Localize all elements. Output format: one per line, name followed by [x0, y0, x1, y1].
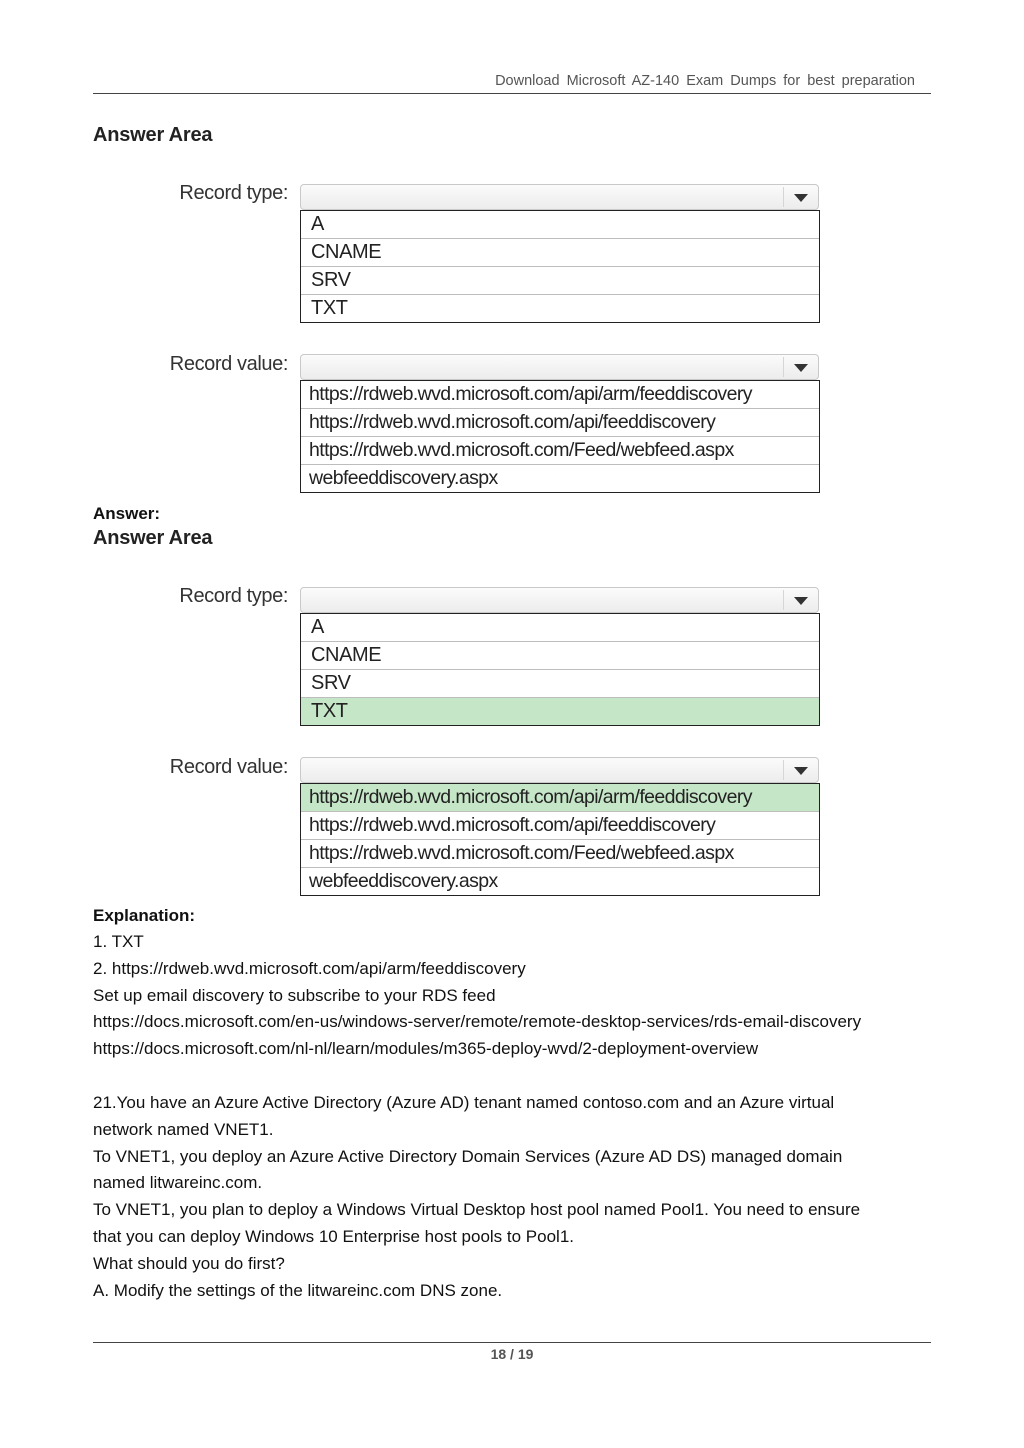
- answer-area-title: Answer Area: [93, 527, 213, 549]
- record-type-option[interactable]: A: [311, 616, 324, 638]
- record-value-option[interactable]: webfeeddiscovery.aspx: [301, 464, 819, 492]
- record-value-label: Record value:: [169, 756, 288, 778]
- answer-option-a: A. Modify the settings of the litwareinc.com DNS zone.: [93, 1280, 503, 1300]
- record-type-option[interactable]: SRV: [301, 266, 819, 294]
- record-type-options: [300, 210, 820, 323]
- record-type-label: Record type:: [179, 585, 288, 607]
- chevron-down-icon[interactable]: [794, 767, 808, 775]
- question-line: To VNET1, you deploy an Azure Active Directory Domain Services (Azure AD DS) managed domain: [93, 1146, 843, 1166]
- record-value-options: [300, 783, 820, 896]
- explanation-line: Set up email discovery to subscribe to your RDS feed: [93, 985, 496, 1005]
- record-value-label: Record value:: [169, 353, 288, 375]
- chevron-down-icon[interactable]: [794, 364, 808, 372]
- dropdown-separator: [783, 357, 784, 377]
- record-type-options: [300, 613, 820, 726]
- record-type-dropdown[interactable]: [300, 587, 819, 613]
- footer-rule: [93, 1342, 931, 1343]
- record-type-option[interactable]: SRV: [301, 669, 819, 697]
- answer-area-title: Answer Area: [93, 124, 213, 146]
- record-value-option[interactable]: https://rdweb.wvd.microsoft.com/Feed/webfeed.aspx: [301, 839, 819, 867]
- explanation-line: 1. TXT: [93, 932, 144, 951]
- answer-label: Answer:: [93, 504, 161, 523]
- chevron-down-icon[interactable]: [794, 597, 808, 605]
- record-value-dropdown[interactable]: [300, 354, 819, 380]
- record-type-label: Record type:: [179, 182, 288, 204]
- record-type-option[interactable]: CNAME: [301, 238, 819, 266]
- record-value-option[interactable]: https://rdweb.wvd.microsoft.com/api/feeddiscovery: [301, 408, 819, 436]
- dropdown-separator: [783, 760, 784, 780]
- question-line: 21.You have an Azure Active Directory (Azure AD) tenant named contoso.com and an Azure virtual: [93, 1093, 835, 1112]
- page-number: 18 / 19: [490, 1346, 534, 1362]
- record-value-dropdown[interactable]: [300, 757, 819, 783]
- chevron-down-icon[interactable]: [794, 194, 808, 202]
- dropdown-separator: [783, 187, 784, 207]
- reference-link[interactable]: https://docs.microsoft.com/nl-nl/learn/modules/m365-deploy-wvd/2-deployment-overview: [93, 1039, 759, 1059]
- record-type-option[interactable]: TXT: [301, 294, 819, 322]
- page-header: Download Microsoft AZ-140 Exam Dumps for best preparation: [495, 73, 915, 89]
- record-type-option-selected[interactable]: TXT: [301, 697, 819, 725]
- record-value-option[interactable]: https://rdweb.wvd.microsoft.com/api/arm/feeddiscovery: [309, 383, 752, 405]
- record-value-option-selected[interactable]: https://rdweb.wvd.microsoft.com/api/arm/feeddiscovery: [301, 784, 819, 811]
- record-type-option[interactable]: A: [311, 213, 324, 235]
- question-line: named litwareinc.com.: [93, 1173, 263, 1193]
- record-value-option[interactable]: https://rdweb.wvd.microsoft.com/Feed/webfeed.aspx: [301, 436, 819, 464]
- record-type-dropdown[interactable]: [300, 184, 819, 210]
- dropdown-separator: [783, 590, 784, 610]
- explanation-text: [93, 929, 933, 1063]
- question-line: What should you do first?: [93, 1253, 285, 1273]
- question-21: [93, 1090, 933, 1304]
- explanation-heading: Explanation:: [93, 906, 196, 925]
- record-type-option[interactable]: CNAME: [301, 641, 819, 669]
- explanation-line: 2. https://rdweb.wvd.microsoft.com/api/arm/feeddiscovery: [93, 958, 526, 978]
- record-value-option[interactable]: https://rdweb.wvd.microsoft.com/api/feeddiscovery: [301, 811, 819, 839]
- reference-link[interactable]: https://docs.microsoft.com/en-us/windows-server/remote/remote-desktop-services/rds-email-discovery: [93, 1012, 862, 1032]
- question-line: network named VNET1.: [93, 1119, 274, 1139]
- question-line: that you can deploy Windows 10 Enterprise host pools to Pool1.: [93, 1226, 575, 1246]
- record-value-option[interactable]: webfeeddiscovery.aspx: [301, 867, 819, 895]
- question-line: To VNET1, you plan to deploy a Windows Virtual Desktop host pool named Pool1. You need to ensure: [93, 1200, 861, 1220]
- record-value-options: [300, 380, 820, 493]
- header-rule: [93, 93, 931, 94]
